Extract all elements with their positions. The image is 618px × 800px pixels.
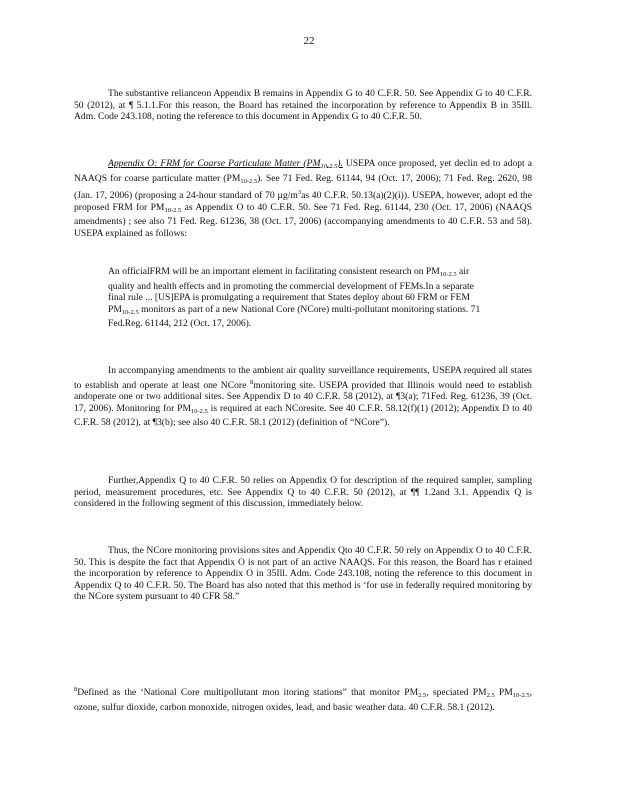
- paragraph-appendix-q: Further,Appendix Q to 40 C.F.R. 50 relies on Appendix O for description of the required sampler, sampling period, measurement procedures, etc. See Appendix Q to 40 C.F.R. 50 (2012), at ¶¶ 1.2and 3.1. Appendix Q is considered in the following segment of this discussion, immediately below.: [74, 475, 532, 510]
- paragraph-appendix-b: The substantive relianceon Appendix B remains in Appendix G to 40 C.F.R. 50. See Appendix G to 40 C.F.R. 50 (2012), at ¶ 5.1.1.For this reason, the Board has retained the incorporation by reference to Appendix B in 35Ill. Adm. Code 243.108, noting the reference to this document in Appendix G to 40 C.F.R. 50.: [74, 88, 532, 123]
- paragraph-appendix-o: Appendix O: FRM for Coarse Particulate Matter $(PM_{10-2.5})$. USEPA once proposed, yet declin ed to adopt a NAAQS for coarse particulate matter $(PM_{10-2.5})$. See 71 Fed. Reg. 61144, 94 (Oct. 17, 2006); 71 Fed. Reg. 2620, 98 (Jan. 17, 2006) (proposing a 24-hour standard of 70 $\mu g/m^3as$ 40 C.F.R. 50.13(a)(2)(i)). USEPA, however, adopt ed the proposed FRM for $PM_{10-2.5}$ as Appendix O to 40 C.F.R. 50. See 71 Fed. Reg. 61144, 230 (Oct. 17, 2006) (NAAQS amendments) ; see also 71 Fed. Reg. 61236, 38 (Oct. 17, 2006) (accompanying amendments to 40 C.F.R. 53 and 58). USEPA explained as follows:: [74, 158, 533, 239]
- footnote-8: $^8$Defined as the ‘National Core multipollutant mon itoring stations” that monitor $PM_{2.5}$, speciated $PM_{2.5}$ $PM_{10-2.5}$, ozone, sulfur dioxide, carbon monoxide, nitrogen oxides, lead, and basic weather data. 40 C.F.R. 58.1 (2012).: [74, 686, 532, 713]
- paragraph-ncore: In accompanying amendments to the ambient air quality surveillance requirements, USEPA required all states to establish and operate at least one NCore $^8$monitoring site. USEPA provided that Illinois would need to establish andoperate one or two additional sites. See Appendix D to 40 C.F.R. 58 (2012), at ¶3(a); 71Fed. Reg. 61236, 39 (Oct. 17, 2006). Monitoring for $PM_{10-2.5}$ is required at each NCoresite. See 40 C.F.R. 58.12(f)(1) (2012); Appendix D to 40 C.F.R. 58 (2012), at ¶3(b); see also 40 C.F.R. 58.1 (2012) (definition of “NCore”).: [74, 365, 532, 429]
- appendix-o-heading: Appendix O: FRM for Coarse Particulate Matter $(PM_{10-2.5})$.: [108, 158, 343, 170]
- paragraph-conclusion: Thus, the NCore monitoring provisions sites and Appendix Qto 40 C.F.R. 50 rely on Appendix O to 40 C.F.R. 50. This is despite the fact that Appendix O is not part of an active NAAQS. For this reason, the Board has r etained the incorporation by reference to Appendix O in 35Ill. Adm. Code 243.108, noting the reference to this document in Appendix Q to 40 C.F.R. 50. The Board has also noted that this method is ‘for use in federally required monitoring by the NCore system pursuant to 40 CFR 58.”: [74, 545, 532, 603]
- block-quote: An officialFRM will be an important element in facilitating consistent research on $PM_{10-2.5}$ air quality and health effects and in promoting the commercial development of FEMs.In a separate final rule ... [US]EPA is promulgating a requirement that States deploy about 60 FRM or FEM $PM_{10-2.5}$ monitors as part of a new National Core (NCore) multi-pollutant monitoring stations. 71 Fed.Reg. 61144, 212 (Oct. 17, 2006).: [108, 266, 481, 330]
- footnote-mark: 8: [74, 686, 78, 693]
- footnote-ref: 8: [250, 378, 254, 386]
- page-number: 22: [303, 35, 315, 47]
